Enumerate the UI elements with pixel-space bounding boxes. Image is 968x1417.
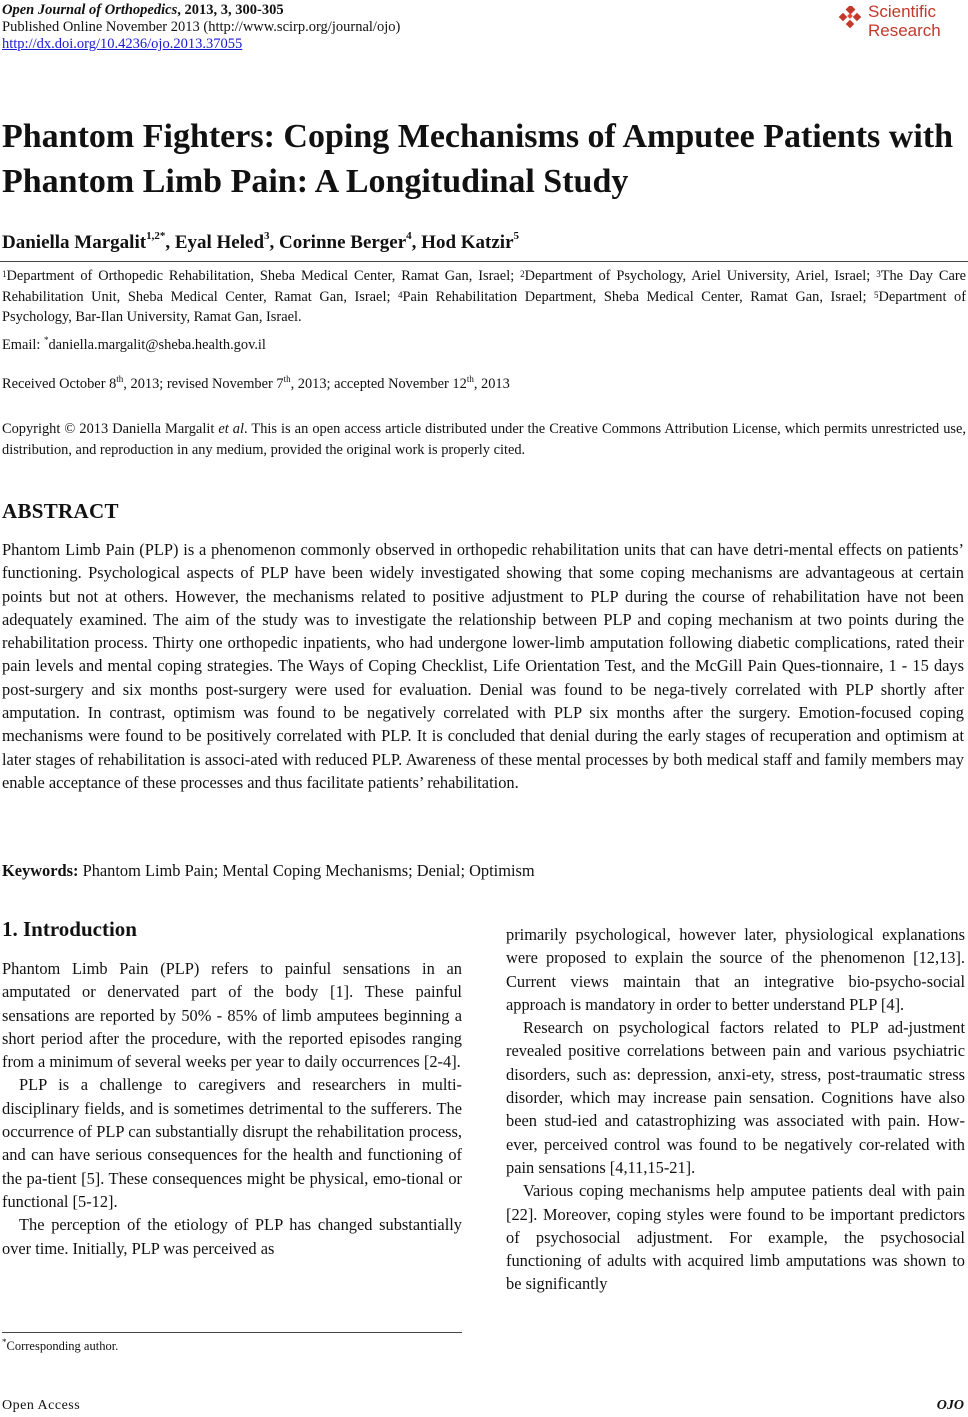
journal-header (2, 2, 400, 53)
author: Corinne Berger$^4$, (279, 230, 422, 253)
paper-title: Phantom Fighters: Coping Mechanisms of Amputee Patients with Phantom Limb Pain: A Longitudinal Study (2, 118, 954, 200)
left-column (2, 957, 462, 1260)
paragraph: primarily psychological, however later, physiological explanations were proposed to explain the source of the phenomenon [12,13]. Current views maintain that an integrative bio-psycho-social approach is mandatory in order to better understand PLP [4]. (506, 925, 965, 1014)
copyright-notice: Copyright © 2013 Daniella Margalit et al. This is an open access article distributed under the Creative Commons Attribution License, which permits unrestricted use, distribution, and reproduction in any medium, provided the original work is properly cited. (2, 421, 967, 458)
paragraph: Research on psychological factors related to PLP ad-justment revealed positive correlations between pain and various psychiatric disorders, such as: depression, anxi-ety, stress, post-traumatic stress disorder, which may increase pain sensation. Cognitions have also been stud-ied and catastrophizing was associated with pain. How-ever, perceived control was found to be negatively cor-related with pain sensations [4,11,15-21]. (506, 1018, 965, 1177)
paragraph: PLP is a challenge to caregivers and researchers in multi-disciplinary fields, and is sometimes detrimental to the sufferers. The occurrence of PLP can substantially disrupt the rehabilitation process, and can have serious consequences for the health and functioning of the pa-tient [5]. These consequences might be physical, emo-tional or functional [5-12]. (2, 1075, 462, 1211)
publisher-logo-icon (838, 6, 864, 32)
email-address[interactable]: daniella.margalit@sheba.health.gov.il (48, 337, 266, 353)
footnote: *Corresponding author. (2, 1337, 119, 1353)
doi-link[interactable]: http://dx.doi.org/10.4236/ojo.2013.37055 (2, 36, 243, 52)
author: Eyal Heled$^3$, (174, 230, 280, 253)
footer-journal-abbrev: OJO (936, 1398, 964, 1413)
published-online: Published Online November 2013 (http://www.scirp.org/journal/ojo) (2, 19, 401, 35)
footnote-divider (2, 1332, 462, 1333)
right-column (506, 923, 965, 1296)
paragraph: Phantom Limb Pain (PLP) refers to painful sensations in an amputated or denervated part of the body [1]. These painful sensations are reported by 50% - 85% of limb amputees beginning a short period after the procedure, with the reported episodes ranging from a minimum of several weeks per year to daily occurrences [2-4]. (2, 959, 462, 1072)
journal-citation (2, 2, 400, 19)
abstract-text: Phantom Limb Pain (PLP) is a phenomenon commonly observed in orthopedic rehabilitation units that can have detri-mental effects on patients’ functioning. Psychological aspects of PLP have been widely investigated showing that some coping mechanisms are advantageous at certain points but not at others. However, the mechanisms related to positive adjustment to PLP during the course of rehabilitation have not been adequately examined. The aim of the study was to investigate the relationship between PLP and coping mechanism at two points during the rehabilitation process. Thirty one orthopedic inpatients, who had undergone lower-limb amputation following diabetic complications, rated their pain levels and mental coping strategies. The Ways of Coping Checklist, Life Orientation Test, and the McGill Pain Ques-tionnaire, 1 - 15 days post-surgery and six months post-surgery were used for evaluation. Denial was found to be nega-tively correlated with PLP shortly after amputation. In contrast, optimism was found to be negatively correlated with PLP six months after the surgery. Emotion-focused coping mechanisms were found to be positively correlated with PLP. It is concluded that denial during the early stages of recuperation and optimism at later stages of rehabilitation is associ-ated with reduced PLP. Awareness of these mental processes by both medical staff and family members may enable acceptance of these processes and thus facilitate patients’ rehabilitation. (2, 540, 964, 792)
paragraph: Various coping mechanisms help amputee patients deal with pain [22]. Moreover, coping styles were found to be important predictors of psychosocial adjustment. For example, the psychosocial functioning of adults with acquired limb amputations was shown to be significantly (506, 1181, 965, 1294)
received-dates: Received October 8th, 2013; revised November 7th, 2013; accepted November 12th, 2013 (2, 374, 510, 392)
affiliations: $^1$Department of Orthopedic Rehabilitation, Sheba Medical Center, Ramat Gan, Israel; $^2$Department of Psychology, Ariel University, Ariel, Israel; $^3$The Day Care Rehabilitation Unit, Sheba Medical Center, Ramat Gan, Israel; $^4$Pain Rehabilitation Department, Sheba Medical Center, Ramat Gan, Israel; $^5$Department of Psychology, Bar-Ilan University, Ramat Gan, Israel. (2, 268, 967, 325)
section-heading: 1. Introduction (2, 917, 137, 941)
corresponding-email: Email: *daniella.margalit@sheba.health.gov.il (2, 335, 266, 353)
header-divider (0, 261, 968, 262)
keywords: Keywords: Phantom Limb Pain; Mental Coping Mechanisms; Denial; Optimism (2, 861, 535, 880)
publisher-logo (838, 2, 964, 42)
journal-name: Open Journal of Orthopedics (2, 2, 178, 18)
abstract-heading: ABSTRACT (2, 499, 119, 523)
journal-volume: , 2013, 3, 300-305 (177, 2, 284, 18)
author: Daniella Margalit$^{1,2*}$, (2, 230, 175, 253)
author-list (2, 232, 519, 254)
paragraph: The perception of the etiology of PLP has changed substantially over time. Initially, PLP was perceived as (2, 1215, 462, 1258)
publisher-logo-text: Scientific Research (868, 2, 941, 40)
footer-open-access: Open Access (2, 1398, 81, 1413)
author: Hod Katzir$^5$ (421, 230, 520, 253)
